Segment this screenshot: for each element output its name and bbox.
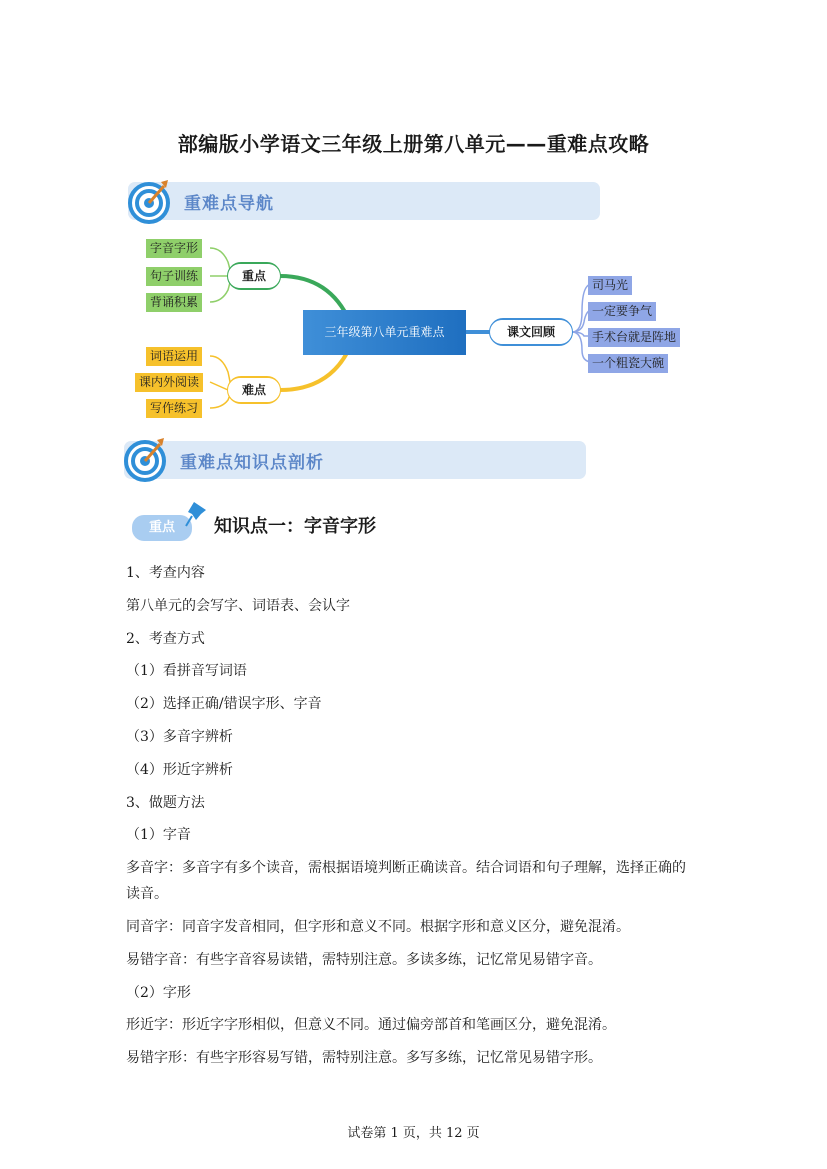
review-item: 一定要争气 [588, 302, 656, 321]
content-line: （2）选择正确/错误字形、字音 [126, 696, 322, 713]
content-line: 第八单元的会写字、词语表、会认字 [126, 597, 350, 614]
banner-label: 重难点导航 [184, 193, 274, 214]
mind-map [130, 232, 700, 422]
content-line: （2）字形 [126, 984, 191, 1001]
content-line: 易错字音：有些字音容易读错，需特别注意。多读多练，记忆常见易错字音。 [126, 951, 602, 968]
pushpin-icon [184, 500, 210, 530]
content-line: （1）看拼音写词语 [126, 663, 247, 680]
content-line: 易错字形：有些字形容易写错，需特别注意。多写多练，记忆常见易错字形。 [126, 1050, 602, 1067]
review-item: 司马光 [588, 276, 632, 295]
review-item: 一个粗瓷大碗 [588, 354, 668, 373]
section-banner-navigation [128, 182, 600, 220]
content-line: 形近字：形近字字形相似，但意义不同。通过偏旁部首和笔画区分，避免混淆。 [126, 1017, 616, 1034]
section-banner-analysis [124, 441, 586, 479]
content-line: 同音字：同音字发音相同，但字形和意义不同。根据字形和意义区分，避免混淆。 [126, 918, 630, 935]
content-line: （1）字音 [126, 827, 191, 844]
content-line: 3、做题方法 [126, 794, 205, 811]
key-tag: 重点 [132, 515, 192, 541]
hard-item: 课内外阅读 [135, 373, 203, 392]
content-line: 读音。 [126, 886, 168, 903]
hard-item: 写作练习 [146, 399, 202, 418]
hard-node: 难点 [228, 378, 280, 402]
knowledge-point-title: 知识点一：字音字形 [214, 516, 376, 537]
key-node: 重点 [228, 264, 280, 288]
content-line: 2、考查方式 [126, 630, 205, 647]
content-line: （4）形近字辨析 [126, 761, 233, 778]
review-item: 手术台就是阵地 [588, 328, 680, 347]
hard-item: 词语运用 [146, 347, 202, 366]
key-item: 背诵积累 [146, 293, 202, 312]
content-body [126, 561, 726, 1079]
content-line: （3）多音字辨析 [126, 728, 233, 745]
review-node: 课文回顾 [490, 320, 572, 344]
key-item: 句子训练 [146, 267, 202, 286]
target-icon [128, 178, 174, 224]
content-line: 多音字：多音字有多个读音，需根据语境判断正确读音。结合词语和句子理解，选择正确的 [126, 860, 686, 877]
banner-label: 重难点知识点剖析 [180, 452, 324, 473]
center-node: 三年级第八单元重难点 [303, 310, 466, 355]
page-footer: 试卷第 1 页，共 12 页 [347, 1126, 480, 1141]
page-title: 部编版小学语文三年级上册第八单元——重难点攻略 [177, 132, 650, 156]
target-icon [124, 436, 170, 482]
key-item: 字音字形 [146, 239, 202, 258]
content-line: 1、考查内容 [126, 565, 205, 581]
